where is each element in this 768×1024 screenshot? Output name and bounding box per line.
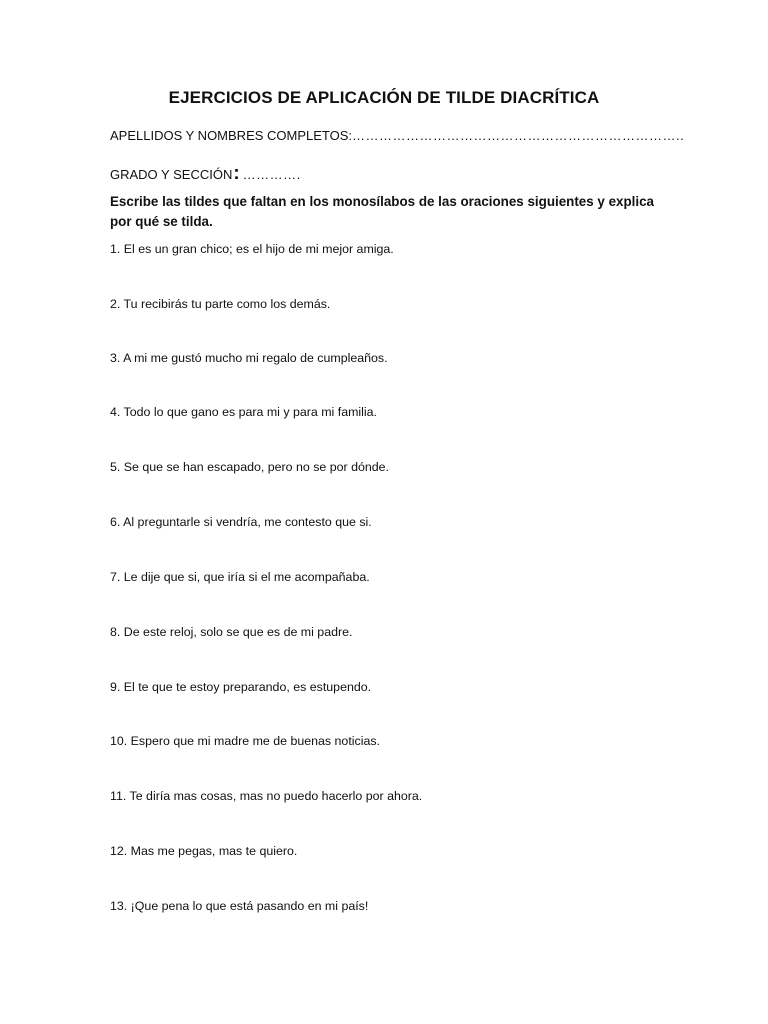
exercise-item: 10. Espero que mi madre me de buenas noticias. bbox=[110, 734, 380, 748]
exercise-item: 1. El es un gran chico; es el hijo de mi mejor amiga. bbox=[110, 242, 394, 256]
grade-label: GRADO Y SECCIÓN bbox=[110, 167, 233, 182]
grade-dots: …………. bbox=[242, 167, 301, 182]
exercise-item: 7. Le dije que si, que iría si el me acompañaba. bbox=[110, 570, 370, 584]
exercise-item: 8. De este reloj, solo se que es de mi padre. bbox=[110, 625, 353, 639]
names-label: APELLIDOS Y NOMBRES COMPLETOS: bbox=[110, 128, 353, 143]
names-dots: ……………………………………………………………….. bbox=[352, 128, 685, 143]
names-field bbox=[110, 128, 684, 143]
exercise-item: 5. Se que se han escapado, pero no se por dónde. bbox=[110, 460, 390, 474]
exercise-item: 4. Todo lo que gano es para mi y para mi familia. bbox=[110, 405, 378, 419]
exercise-item: 3. A mi me gustó mucho mi regalo de cumpleaños. bbox=[110, 351, 388, 365]
exercise-item: 12. Mas me pegas, mas te quiero. bbox=[110, 844, 298, 858]
exercise-item: 2. Tu recibirás tu parte como los demás. bbox=[110, 297, 331, 311]
grade-field bbox=[110, 163, 301, 185]
exercise-item: 6. Al preguntarle si vendría, me contesto que si. bbox=[110, 515, 372, 529]
exercise-item: 9. El te que te estoy preparando, es estupendo. bbox=[110, 680, 372, 694]
document-title: EJERCICIOS DE APLICACIÓN DE TILDE DIACRÍTICA bbox=[168, 88, 600, 107]
exercise-item: 11. Te diría mas cosas, mas no puedo hacerlo por ahora. bbox=[110, 789, 423, 803]
grade-colon: : bbox=[233, 163, 240, 184]
exercise-item: 13. ¡Que pena lo que está pasando en mi país! bbox=[110, 899, 369, 913]
instructions-text: Escribe las tildes que faltan en los monosílabos de las oraciones siguientes y explica por qué se tilda. bbox=[110, 194, 655, 229]
